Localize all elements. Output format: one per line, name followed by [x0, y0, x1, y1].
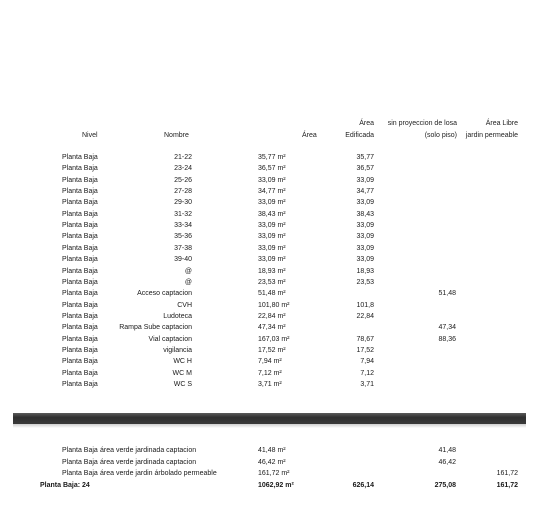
- cell-edificada: 7,94: [360, 358, 374, 366]
- cell-nivel: Planta Baja: [62, 381, 98, 388]
- cell-nombre: 35-36: [174, 233, 192, 241]
- cell-nombre: WC M: [172, 369, 192, 377]
- cell-area: 17,52 m²: [258, 346, 286, 354]
- cell-edificada: 33,09: [356, 222, 374, 230]
- cell-nivel: Planta Baja: [62, 458, 98, 466]
- cell-nombre: 31-32: [174, 210, 192, 218]
- total-edificada: 626,14: [352, 482, 374, 489]
- cell-nombre: 33-34: [174, 222, 192, 230]
- cell-losa: 88,36: [438, 335, 456, 343]
- cell-edificada: 17,52: [356, 346, 374, 354]
- cell-nombre: CVH: [177, 301, 192, 309]
- header-nivel: Nivel: [82, 132, 98, 139]
- cell-nivel: Planta Baja: [62, 222, 98, 230]
- cell-nombre: WC S: [173, 381, 192, 388]
- cell-nombre: @: [184, 278, 192, 286]
- cell-edificada: 33,09: [356, 244, 374, 252]
- cell-edificada: 101,8: [356, 301, 374, 309]
- total-jardin: 161,72: [496, 482, 518, 489]
- cell-nivel: Planta Baja: [62, 233, 98, 241]
- cell-edificada: 34,77: [356, 188, 374, 196]
- cell-edificada: 23,53: [356, 278, 374, 286]
- cell-area: 35,77 m²: [258, 154, 286, 161]
- cell-area: 33,09 m²: [258, 199, 286, 207]
- cell-nivel: Planta Baja: [62, 470, 98, 477]
- cell-losa: 46,42: [438, 458, 456, 466]
- cell-nivel: Planta Baja: [62, 447, 98, 454]
- cell-area: 22,84 m²: [258, 312, 286, 320]
- cell-nivel: Planta Baja: [62, 188, 98, 196]
- cell-nombre: 29-30: [174, 199, 192, 207]
- cell-edificada: 33,09: [356, 256, 374, 264]
- cell-edificada: 33,09: [356, 199, 374, 207]
- cell-nivel: Planta Baja: [62, 210, 98, 218]
- cell-nivel: Planta Baja: [62, 369, 98, 377]
- header-area: Área: [302, 132, 317, 139]
- cell-nivel: Planta Baja: [62, 324, 98, 332]
- cell-nombre: 39-40: [174, 256, 192, 264]
- cell-area: 33,09 m²: [258, 222, 286, 230]
- cell-area: 33,09 m²: [258, 233, 286, 241]
- cell-losa: 47,34: [438, 324, 456, 332]
- cell-edificada: 7,12: [360, 369, 374, 377]
- cell-nivel: Planta Baja: [62, 267, 98, 275]
- cell-nombre: 37-38: [174, 244, 192, 252]
- cell-losa: 41,48: [438, 447, 456, 454]
- cell-edificada: 18,93: [356, 267, 374, 275]
- cell-edificada: 33,09: [356, 176, 374, 184]
- section-divider-bar: [13, 413, 526, 424]
- cell-nivel: Planta Baja: [62, 165, 98, 173]
- cell-nombre: área verde jardinada captacion: [100, 447, 197, 454]
- cell-nombre: Acceso captacion: [137, 290, 192, 298]
- cell-nivel: Planta Baja: [62, 358, 98, 366]
- cell-edificada: 33,09: [356, 233, 374, 241]
- cell-edificada: 36,57: [356, 165, 374, 173]
- cell-nombre: área verde jardin árbolado permeable: [100, 470, 217, 477]
- cell-nombre: Rampa Sube captacion: [119, 324, 192, 332]
- cell-nombre: 27-28: [174, 188, 192, 196]
- cell-nombre: vigilancia: [163, 346, 192, 354]
- total-area: 1062,92 m²: [258, 482, 294, 489]
- section-divider-shadow: [13, 424, 526, 428]
- cell-nombre: 25-26: [174, 176, 192, 184]
- cell-losa: 51,48: [438, 290, 456, 298]
- cell-edificada: 35,77: [356, 154, 374, 161]
- cell-nivel: Planta Baja: [62, 176, 98, 184]
- total-losa: 275,08: [434, 482, 456, 489]
- header-nombre: Nombre: [164, 132, 189, 139]
- cell-nombre: Vial captacion: [148, 335, 192, 343]
- cell-area: 38,43 m²: [258, 210, 286, 218]
- cell-area: 33,09 m²: [258, 244, 286, 252]
- cell-area: 34,77 m²: [258, 188, 286, 196]
- cell-nivel: Planta Baja: [62, 346, 98, 354]
- cell-area: 51,48 m²: [258, 290, 286, 298]
- cell-nivel: Planta Baja: [62, 290, 98, 298]
- cell-area: 41,48 m²: [258, 447, 286, 454]
- cell-edificada: 38,43: [356, 210, 374, 218]
- total-label: Planta Baja: 24: [40, 482, 90, 489]
- cell-area: 33,09 m²: [258, 256, 286, 264]
- cell-nivel: Planta Baja: [62, 154, 98, 161]
- header-jardin-line1: Área Libre: [485, 120, 518, 127]
- cell-area: 46,42 m²: [258, 458, 286, 466]
- cell-edificada: 3,71: [360, 381, 374, 388]
- cell-nombre: 21-22: [174, 154, 192, 161]
- cell-nombre: 23-24: [174, 165, 192, 173]
- cell-area: 36,57 m²: [258, 165, 286, 173]
- cell-edificada: 22,84: [356, 312, 374, 320]
- header-losa-line2: (solo piso): [424, 132, 457, 139]
- cell-area: 3,71 m²: [258, 381, 282, 388]
- cell-area: 7,94 m²: [258, 358, 282, 366]
- header-losa-line1: sin proyeccion de losa: [387, 120, 457, 127]
- cell-area: 101,80 m²: [258, 301, 290, 309]
- cell-nivel: Planta Baja: [62, 335, 98, 343]
- cell-nivel: Planta Baja: [62, 278, 98, 286]
- cell-area: 161,72 m²: [258, 470, 290, 477]
- cell-nivel: Planta Baja: [62, 256, 98, 264]
- header-edificada-line2: Edificada: [345, 132, 374, 139]
- cell-nombre: WC H: [173, 358, 192, 366]
- cell-area: 18,93 m²: [258, 267, 286, 275]
- header-edificada-line1: Área: [359, 120, 374, 127]
- cell-nombre: @: [184, 267, 192, 275]
- cell-nombre: Ludoteca: [163, 312, 192, 320]
- cell-area: 23,53 m²: [258, 278, 286, 286]
- cell-area: 47,34 m²: [258, 324, 286, 332]
- cell-nivel: Planta Baja: [62, 244, 98, 252]
- cell-edificada: 78,67: [356, 335, 374, 343]
- cell-area: 7,12 m²: [258, 369, 282, 377]
- cell-nivel: Planta Baja: [62, 312, 98, 320]
- cell-area: 167,03 m²: [258, 335, 290, 343]
- cell-area: 33,09 m²: [258, 176, 286, 184]
- cell-nivel: Planta Baja: [62, 301, 98, 309]
- header-jardin-line2: jardin permeable: [465, 132, 518, 139]
- cell-jardin: 161,72: [496, 470, 518, 477]
- cell-nivel: Planta Baja: [62, 199, 98, 207]
- cell-nombre: área verde jardinada captacion: [100, 458, 197, 466]
